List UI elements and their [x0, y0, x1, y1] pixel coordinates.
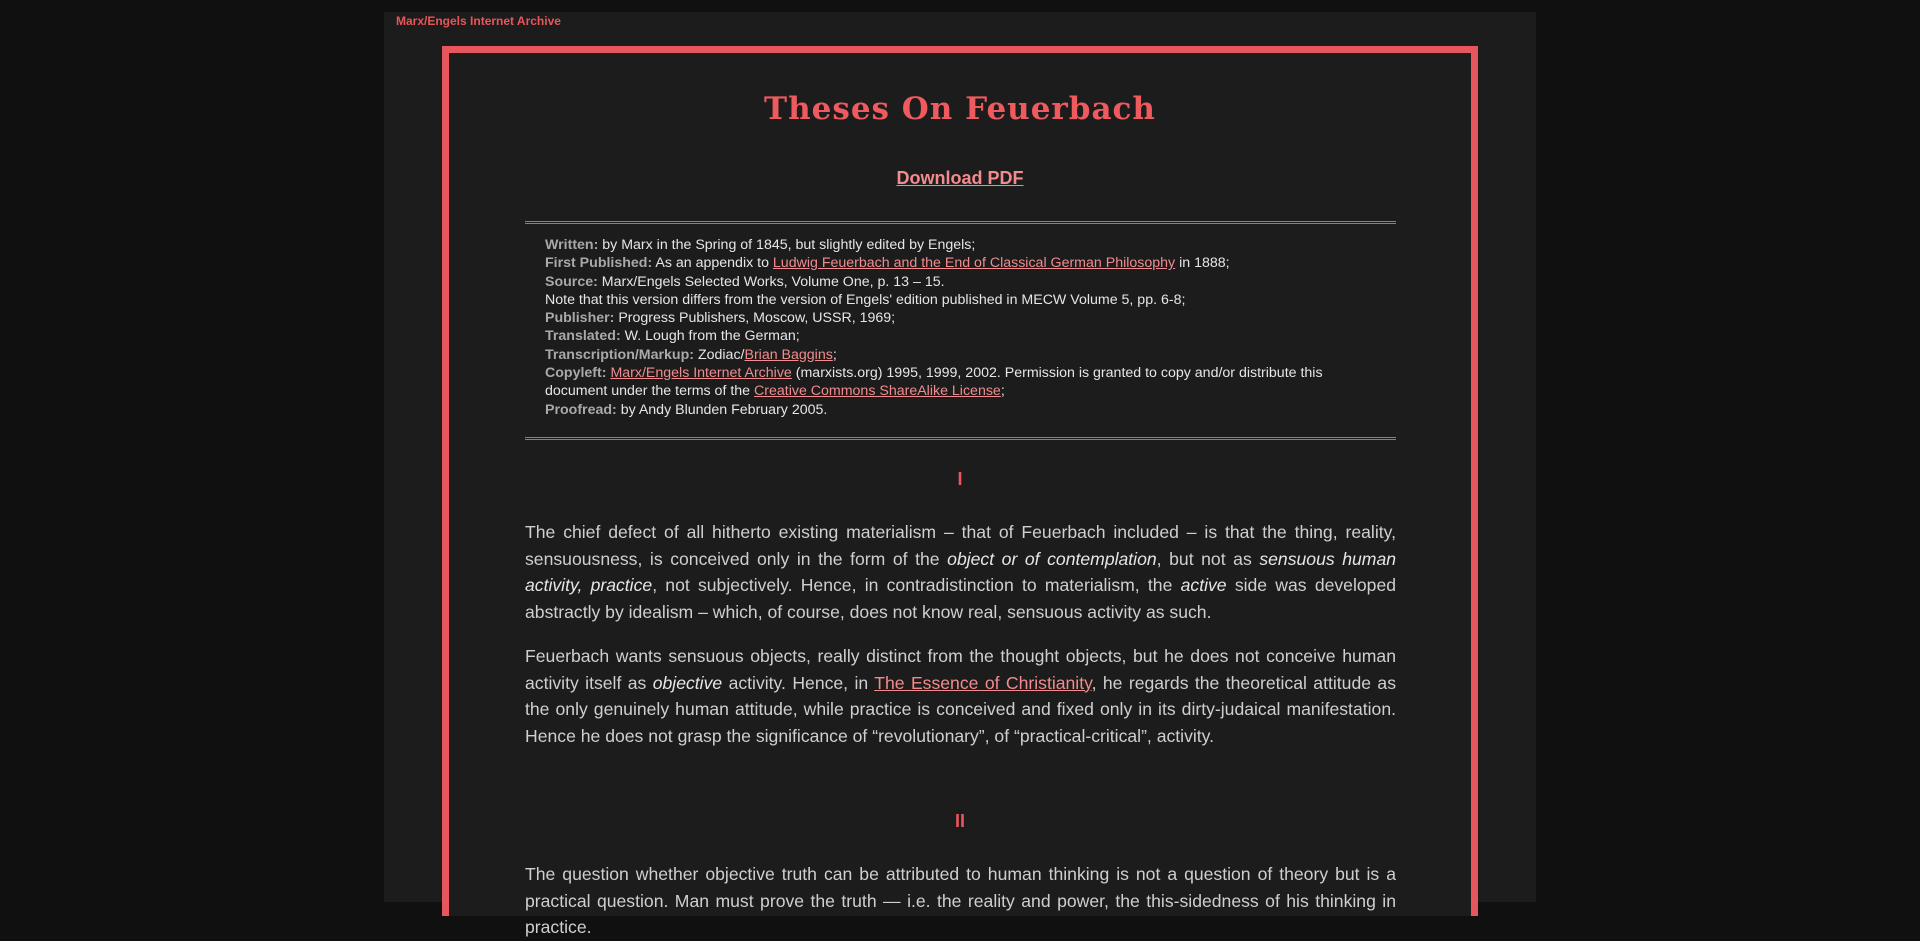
section-heading-i: I — [957, 469, 963, 489]
info-block — [545, 236, 1365, 419]
thesis-i-p1-em-3: active — [1180, 575, 1227, 595]
proofread-text: by Andy Blunden February 2005. — [620, 401, 828, 418]
thesis-i-p2-text-c: , he regards the theoretical attitude as the only genuinely human attitude, while practice is conceived and fixed only in its dirty-judaical manifestation. Hence he does not grasp the significance of “revolutionary”, of “practical-critical”, activity. — [525, 672, 1396, 746]
transcription-label: Transcription/Markup: — [545, 346, 694, 363]
written-text: by Marx in the Spring of 1845, but slightly edited by Engels; — [602, 237, 976, 253]
first-published-pre: As an appendix to — [655, 255, 769, 272]
thesis-i-p1-text-d: side was developed abstractly by idealism – which, of course, does not know real, sensuous activity as such. — [525, 575, 1397, 622]
note-line: Note that this version differs from the version of Engels' edition published in MECW Volume 5, pp. 6-8; — [545, 291, 1186, 308]
source-line — [545, 273, 1365, 291]
download-area — [449, 168, 1471, 189]
copyleft-label: Copyleft: — [545, 365, 607, 382]
translated-line — [545, 327, 1365, 345]
page-container — [384, 12, 1536, 937]
thesis-i-p2-em-1: objective — [652, 672, 723, 693]
translated-label: Translated: — [545, 328, 621, 345]
essence-of-christianity-link[interactable]: The Essence of Christianity — [874, 672, 1092, 693]
transcription-pre: Zodiac/ — [697, 346, 745, 363]
proofread-line — [545, 401, 1365, 419]
document-frame — [442, 46, 1478, 937]
page-title: Theses On Feuerbach — [764, 91, 1156, 127]
marx-engels-archive-link[interactable]: Marx/Engels Internet Archive — [610, 365, 792, 382]
proofread-label: Proofread: — [545, 401, 617, 418]
thesis-i-paragraph-1 — [525, 519, 1396, 625]
first-published-line — [545, 254, 1365, 272]
thesis-i-p1-em-1: object or of contemplation — [947, 548, 1157, 569]
first-published-label: First Published: — [545, 255, 653, 272]
source-label: Source: — [545, 273, 598, 290]
section-heading-ii: II — [954, 811, 965, 831]
creative-commons-link[interactable]: Creative Commons ShareAlike License — [754, 383, 1001, 400]
thesis-i-p1-text-a: The chief defect of all hitherto existing materialism – that of Feuerbach included – is that the thing, reality, sensuousness, is conceived only in the form of the — [525, 522, 1396, 569]
thesis-i-paragraph-2 — [525, 643, 1396, 749]
written-line — [545, 236, 1365, 254]
thesis-i-p1-em-2: sensuous human activity, practice — [525, 548, 1397, 595]
publisher-label: Publisher: — [545, 310, 615, 327]
source-text: Marx/Engels Selected Works, Volume One, p. 13 – 15. — [601, 273, 945, 290]
top-divider — [525, 221, 1396, 224]
site-home-link[interactable]: Marx/Engels Internet Archive — [396, 14, 561, 28]
transcription-line — [545, 346, 1365, 364]
translated-text: W. Lough from the German; — [624, 328, 800, 345]
publisher-line — [545, 309, 1365, 327]
bottom-divider — [525, 437, 1396, 440]
brian-baggins-link[interactable]: Brian Baggins — [744, 346, 833, 363]
transcription-post: ; — [832, 346, 837, 363]
thesis-i-p2-text-b: activity. Hence, in — [728, 672, 869, 693]
publisher-text: Progress Publishers, Moscow, USSR, 1969; — [618, 310, 896, 327]
copyleft-post: ; — [1000, 383, 1005, 400]
thesis-i-p1-text-b: , but not as — [1156, 548, 1252, 569]
copyleft-text: (marxists.org) 1995, 1999, 2002. Permission is granted to copy and/or distribute this document under the terms of the — [545, 365, 1323, 400]
thesis-i-p2-text-a: Feuerbach wants sensuous objects, really distinct from the thought objects, but he does not conceive human activity itself as — [525, 646, 1396, 693]
thesis-i-p1-text-c: , not subjectively. Hence, in contradistinction to materialism, the — [652, 575, 1173, 595]
ludwig-feuerbach-link[interactable]: Ludwig Feuerbach and the End of Classical German Philosophy — [772, 255, 1176, 272]
thesis-ii-paragraph-1: The question whether objective truth can be attributed to human thinking is not a question of theory but is a practical question. Man must prove the truth — i.e. the reality and power, the this-sidedness of his thinking in practice. — [525, 864, 1396, 937]
download-pdf-link[interactable]: Download PDF — [896, 168, 1024, 188]
copyleft-line — [545, 364, 1365, 401]
first-published-post: in 1888; — [1179, 255, 1230, 272]
written-label: Written: — [545, 237, 599, 253]
